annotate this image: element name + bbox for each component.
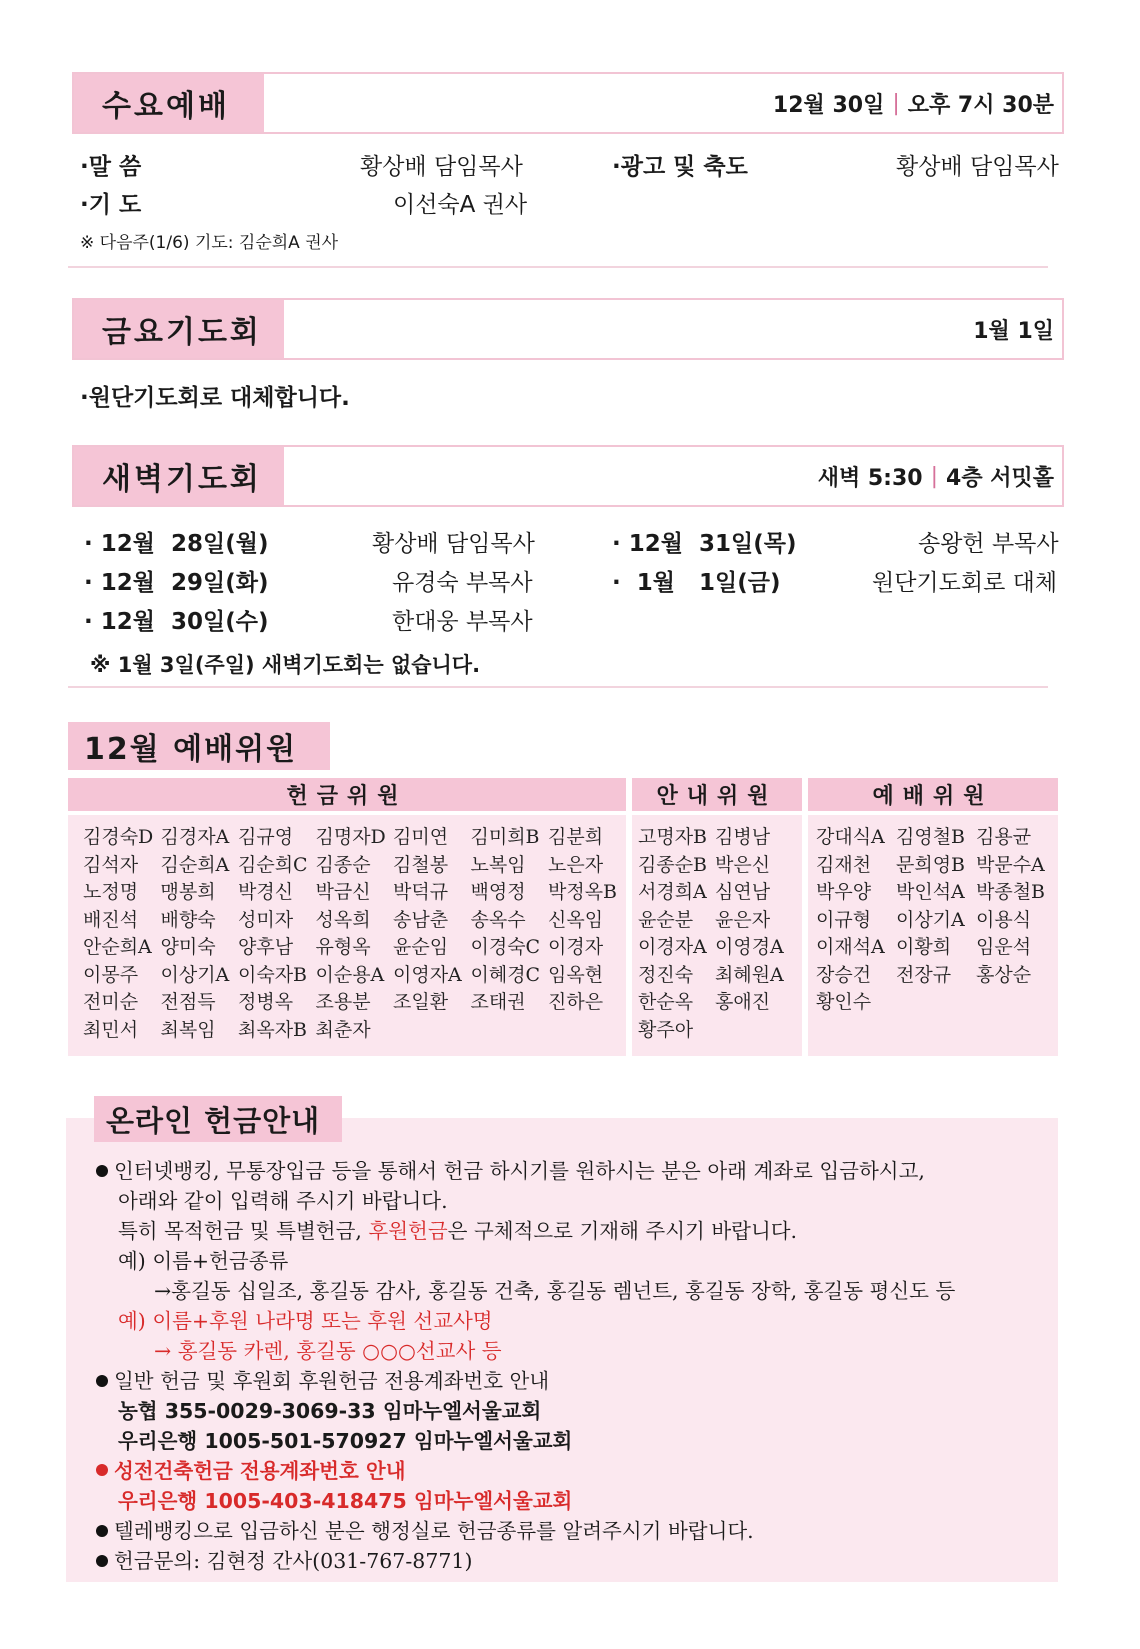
name-row	[638, 934, 792, 962]
online-line: 예) 이름+후원 나라명 또는 후원 선교사명	[118, 1309, 493, 1333]
wed-item-label: ·기 도	[80, 192, 142, 218]
committee-member: 윤순분	[638, 908, 694, 931]
committee-member: 이영경A	[715, 936, 784, 958]
online-line	[118, 1214, 797, 1244]
committee-member: 이규형	[816, 908, 872, 931]
committee-member: 김미희B	[470, 826, 540, 848]
committee-member: 윤순임	[393, 936, 449, 958]
name-row	[83, 989, 626, 1017]
committee-member: 최춘자	[315, 1018, 371, 1041]
name-row	[83, 879, 626, 907]
divider	[68, 686, 1048, 688]
committee-member: 이순용A	[315, 963, 385, 986]
committee-member: 조일환	[393, 991, 449, 1013]
online-line: →홍길동 십일조, 홍길동 감사, 홍길동 건축, 홍길동 렘넌트, 홍길동 장학, 홍길동 평신도 등	[154, 1279, 956, 1303]
dawn-leader: 송왕헌 부목사	[918, 531, 1059, 557]
committee-member: 이상기A	[896, 908, 965, 931]
online-line: 예) 이름+헌금종류	[118, 1249, 289, 1273]
committee-member: 배향숙	[160, 908, 216, 931]
wed-item-value: 황상배 담임목사	[896, 154, 1059, 180]
name-row	[638, 907, 792, 935]
worship-names	[816, 824, 1056, 1017]
dawn-date: · 12월 28일(월)	[84, 531, 269, 557]
online-text: 은 구체적으로 기재해 주시기 바랍니다.	[447, 1219, 798, 1243]
committee-member: 성미자	[238, 908, 294, 931]
committee-member: 김철봉	[393, 853, 449, 876]
name-row	[638, 989, 792, 1017]
committee-member: 정진숙	[638, 963, 694, 986]
dawn-leader: 원단기도회로 대체	[872, 570, 1058, 596]
dawn-date: · 12월 30일(수)	[84, 609, 269, 635]
committee-member: 양미숙	[160, 936, 216, 958]
committee-member: 홍애진	[715, 991, 771, 1013]
dawn-leader: 유경숙 부목사	[392, 570, 533, 596]
committee-member: 백영정	[470, 881, 526, 903]
fri-date	[800, 300, 1054, 358]
name-row	[638, 824, 792, 852]
committee-member: 노은자	[548, 853, 604, 876]
committee-member: 장승건	[816, 963, 872, 986]
dawn-date: · 1월 1일(금)	[612, 570, 781, 596]
committee-member: 박정옥B	[548, 881, 618, 903]
committee-member: 이재석A	[816, 936, 885, 958]
name-row	[83, 934, 626, 962]
online-text-red: 후원헌금	[368, 1219, 448, 1243]
dawn-date: · 12월 31일(목)	[612, 531, 797, 557]
committee-member: 이황희	[896, 936, 952, 958]
separator: |	[930, 463, 939, 489]
committee-member: 이혜경C	[470, 963, 541, 986]
offering-names	[83, 824, 626, 1044]
online-line	[96, 1454, 406, 1484]
online-text: 텔레뱅킹으로 입금하신 분은 행정실로 헌금종류를 알려주시기 바랍니다.	[114, 1519, 754, 1543]
name-row	[83, 1017, 626, 1045]
divider	[68, 266, 1048, 268]
committee-member: 이경자	[548, 936, 604, 958]
committee-member: 박문수A	[976, 853, 1045, 876]
committee-member: 김종순B	[638, 853, 708, 876]
committee-member: 서경희A	[638, 881, 707, 903]
wed-item-value: 황상배 담임목사	[360, 154, 523, 180]
wed-date: 12월 30일	[772, 92, 885, 118]
committee-member: 박금신	[315, 881, 371, 903]
online-title: 온라인 헌금안내	[94, 1096, 342, 1142]
online-text: 인터넷뱅킹, 무통장입금 등을 통해서 헌금 하시기를 원하시는 분은 아래 계좌로 입금하시고,	[114, 1159, 925, 1183]
committee-member: 성옥희	[315, 908, 371, 931]
online-text: 특히 목적헌금 및 특별헌금,	[118, 1219, 369, 1243]
committee-member: 황주아	[638, 1018, 694, 1041]
committee-member: 조태권	[470, 991, 526, 1013]
committee-member: 배진석	[83, 908, 139, 931]
dawn-time: 새벽 5:30	[817, 465, 923, 491]
online-text-red: 성전건축헌금 전용계좌번호 안내	[114, 1459, 406, 1483]
offering-header: 헌금위원	[68, 778, 626, 811]
dawn-leader: 황상배 담임목사	[372, 531, 535, 557]
online-line	[96, 1364, 549, 1394]
committee-member: 심연남	[715, 881, 771, 903]
name-row	[816, 824, 1056, 852]
wed-item-label: ·광고 및 축도	[612, 154, 748, 180]
committee-title: 12월 예배위원	[68, 722, 330, 770]
fri-item: ·원단기도회로 대체합니다.	[80, 385, 350, 411]
committee-member: 김병남	[715, 826, 771, 848]
committee-member: 고명자B	[638, 826, 708, 848]
name-row	[816, 934, 1056, 962]
committee-member: 진하은	[548, 991, 604, 1013]
name-row	[816, 852, 1056, 880]
bullet-icon	[96, 1375, 108, 1387]
bullet-icon	[96, 1464, 108, 1476]
committee-member: 최복임	[160, 1018, 216, 1041]
committee-member: 이몽주	[83, 963, 139, 986]
online-line	[96, 1154, 925, 1184]
online-line: 아래와 같이 입력해 주시기 바랍니다.	[118, 1189, 448, 1213]
committee-member: 박종철B	[976, 881, 1046, 903]
bullet-icon	[96, 1555, 108, 1567]
committee-member: 김석자	[83, 853, 139, 876]
online-text: 헌금문의: 김현정 간사(031-767-8771)	[114, 1549, 473, 1573]
committee-member: 이용식	[976, 908, 1032, 931]
committee-member: 이상기A	[160, 963, 230, 986]
account-line: 농협 355-0029-3069-33 임마누엘서울교회	[118, 1399, 542, 1423]
committee-member: 조용분	[315, 991, 371, 1013]
committee-member: 이영자A	[393, 963, 462, 986]
committee-member: 임옥현	[548, 963, 604, 986]
committee-member: 이경숙C	[470, 936, 541, 958]
dawn-time-place	[700, 447, 1054, 505]
committee-member: 김종순	[315, 853, 371, 876]
committee-member: 박인석A	[896, 881, 965, 903]
account-line: 우리은행 1005-501-570927 임마누엘서울교회	[118, 1429, 573, 1453]
online-line	[96, 1514, 754, 1544]
committee-member: 송옥수	[470, 908, 526, 931]
committee-member: 최혜원A	[715, 963, 784, 986]
committee-member: 김분희	[548, 826, 604, 848]
name-row	[816, 962, 1056, 990]
committee-member: 최옥자B	[238, 1018, 308, 1041]
committee-member: 홍상순	[976, 963, 1032, 986]
committee-member: 노정명	[83, 881, 139, 903]
wed-time: 오후 7시 30분	[907, 92, 1054, 118]
committee-member: 안순희A	[83, 936, 152, 958]
online-text: 일반 헌금 및 후원회 후원헌금 전용계좌번호 안내	[114, 1369, 550, 1393]
committee-member: 임운석	[976, 936, 1032, 958]
committee-member: 황인수	[816, 991, 872, 1013]
bullet-icon	[96, 1525, 108, 1537]
committee-member: 이경자A	[638, 936, 707, 958]
online-line: → 홍길동 카렌, 홍길동 ○○○선교사 등	[154, 1339, 502, 1363]
committee-member: 김경숙D	[83, 826, 154, 848]
name-row	[638, 879, 792, 907]
wed-datetime	[700, 74, 1054, 132]
fri-date-text: 1월 1일	[973, 318, 1054, 344]
committee-member: 맹봉희	[160, 881, 216, 903]
dawn-note: ※ 1월 3일(주일) 새벽기도회는 없습니다.	[90, 653, 481, 677]
committee-member: 윤은자	[715, 908, 771, 931]
name-row	[638, 852, 792, 880]
dawn-title: 새벽기도회	[74, 447, 284, 505]
bullet-icon	[96, 1165, 108, 1177]
wed-note: ※ 다음주(1/6) 기도: 김순희A 권사	[80, 233, 339, 253]
committee-member: 정병옥	[238, 991, 294, 1013]
committee-member: 김미연	[393, 826, 449, 848]
committee-member: 김경자A	[160, 826, 230, 848]
dawn-date: · 12월 29일(화)	[84, 570, 269, 596]
name-row	[83, 962, 626, 990]
committee-member: 송남춘	[393, 908, 449, 931]
committee-member: 문희영B	[896, 853, 966, 876]
guide-header: 안내위원	[632, 778, 802, 811]
name-row	[816, 989, 1056, 1017]
committee-member: 박덕규	[393, 881, 449, 903]
worship-header: 예배위원	[808, 778, 1058, 811]
committee-member: 한순옥	[638, 991, 694, 1013]
committee-member: 박은신	[715, 853, 771, 876]
wed-item-label: ·말 씀	[80, 154, 142, 180]
committee-member: 이숙자B	[238, 963, 308, 986]
committee-member: 김명자D	[315, 826, 386, 848]
committee-member: 양후남	[238, 936, 294, 958]
online-line	[96, 1544, 472, 1574]
committee-member: 김재천	[816, 853, 872, 876]
committee-member: 김용균	[976, 826, 1032, 848]
committee-member: 강대식A	[816, 826, 885, 848]
name-row	[83, 824, 626, 852]
account-line: 우리은행 1005-403-418475 임마누엘서울교회	[118, 1489, 573, 1513]
committee-member: 김영철B	[896, 826, 966, 848]
separator: |	[892, 90, 900, 116]
name-row	[816, 879, 1056, 907]
committee-member: 노복임	[470, 853, 526, 876]
committee-member: 박우양	[816, 881, 872, 903]
name-row	[638, 1017, 792, 1045]
committee-member: 김순희A	[160, 853, 230, 876]
dawn-leader: 한대웅 부목사	[392, 609, 533, 635]
committee-member: 전점득	[160, 991, 216, 1013]
wed-item-value: 이선숙A 권사	[393, 192, 528, 218]
committee-member: 김순희C	[238, 853, 308, 876]
name-row	[83, 907, 626, 935]
name-row	[638, 962, 792, 990]
guide-names	[638, 824, 792, 1044]
committee-member: 신옥임	[548, 908, 604, 931]
name-row	[83, 852, 626, 880]
committee-member: 최민서	[83, 1018, 139, 1041]
committee-member: 전장규	[896, 963, 952, 986]
name-row	[816, 907, 1056, 935]
committee-member: 김규영	[238, 826, 294, 848]
wed-title: 수요예배	[74, 74, 264, 132]
dawn-place: 4층 서밋홀	[946, 465, 1054, 491]
committee-member: 유형옥	[315, 936, 371, 958]
committee-member: 전미순	[83, 991, 139, 1013]
fri-title: 금요기도회	[74, 300, 284, 358]
committee-member: 박경신	[238, 881, 294, 903]
